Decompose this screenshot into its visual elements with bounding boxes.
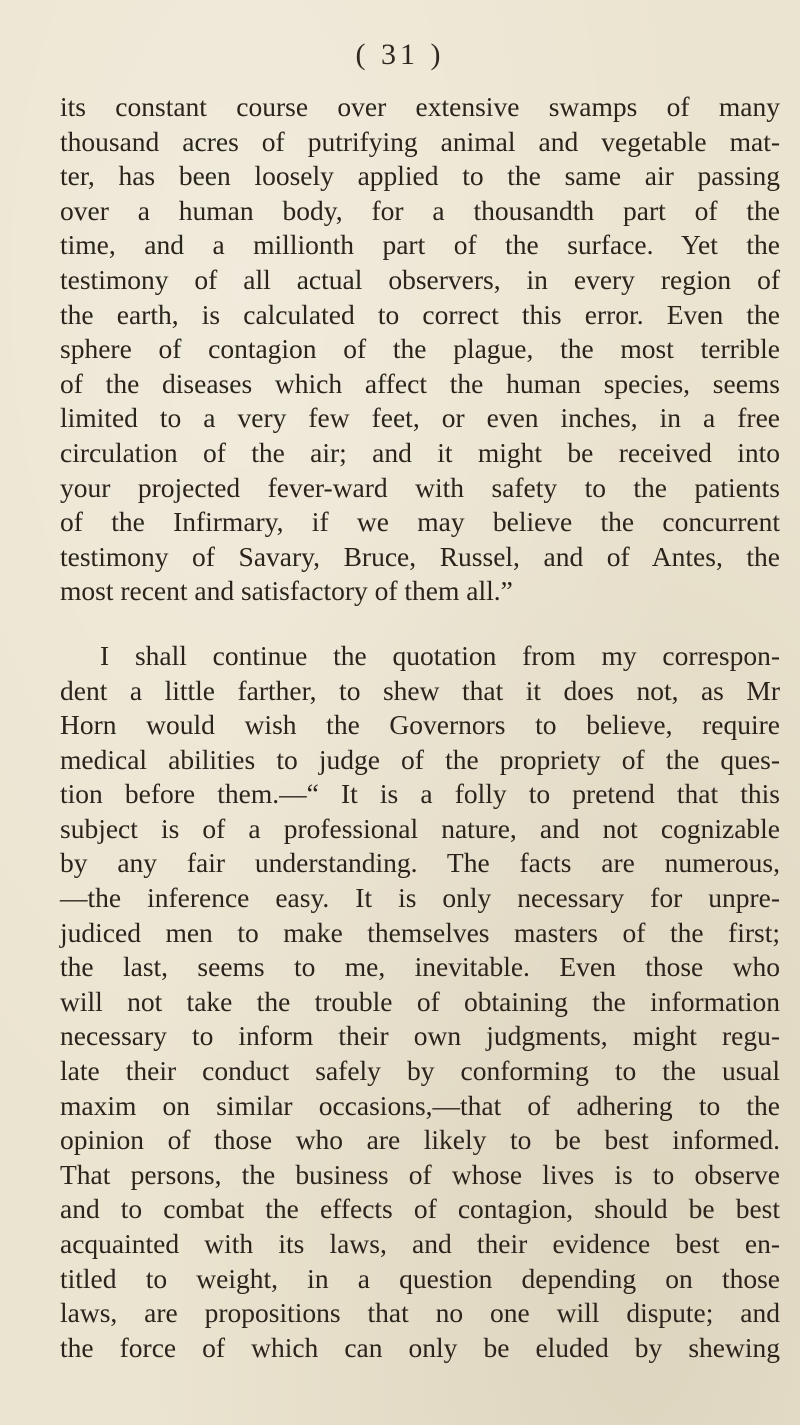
text-line: its constant course over extensive swamps of many [60, 91, 780, 122]
text-line: limited to a very few feet, or even inches, in a free [60, 402, 780, 434]
text-line: circulation of the air; and it might be received into [60, 436, 780, 468]
text-line: dent a little farther, to shew that it does not, as Mr [60, 674, 780, 706]
text-line: the force of which can only be eluded by shewing [60, 1331, 780, 1363]
text-line: —the inference easy. It is only necessary for unpre- [60, 882, 780, 914]
text-line: most recent and satisfactory of them all.” [60, 575, 513, 607]
text-line: late their conduct safely by conforming to the usual [60, 1055, 780, 1087]
page-number: ( 31 ) [355, 38, 445, 71]
text-line: titled to weight, in a question depending on those [60, 1262, 780, 1294]
text-line: Horn would wish the Governors to believe, require [60, 709, 780, 741]
text-line: tion before them.—“ It is a folly to pretend that this [60, 778, 780, 810]
text-line: subject is of a professional nature, and not cognizable [60, 812, 780, 844]
text-line: time, and a millionth part of the surface. Yet the [60, 229, 780, 261]
text-line: medical abilities to judge of the propriety of the ques- [60, 743, 780, 775]
text-line: necessary to inform their own judgments, might regu- [60, 1020, 780, 1052]
text-line: and to combat the effects of contagion, should be best [60, 1193, 780, 1225]
text-line: your projected fever-ward with safety to the patients [60, 471, 780, 503]
text-line: laws, are propositions that no one will dispute; and [60, 1297, 780, 1329]
paragraph-1 [60, 90, 780, 609]
text-line: testimony of Savary, Bruce, Russel, and of Antes, the [60, 540, 780, 572]
text-line: That persons, the business of whose lives is to observe [60, 1158, 780, 1190]
text-line: the last, seems to me, inevitable. Even those who [60, 951, 780, 983]
text-line: of the Infirmary, if we may believe the concurrent [60, 506, 780, 538]
body-text [60, 90, 780, 1365]
text-line: sphere of contagion of the plague, the most terrible [60, 333, 780, 365]
text-line: I shall continue the quotation from my correspon- [100, 639, 780, 671]
text-line: the earth, is calculated to correct this error. Even the [60, 298, 780, 330]
paragraph-gap [60, 609, 780, 639]
text-line: by any fair understanding. The facts are numerous, [60, 847, 780, 879]
text-line: over a human body, for a thousandth part of the [60, 194, 780, 226]
text-line: maxim on similar occasions,—that of adhering to the [60, 1089, 780, 1121]
text-line: testimony of all actual observers, in every region of [60, 263, 780, 295]
paragraph-2 [60, 639, 780, 1365]
text-line: judiced men to make themselves masters of the first; [60, 916, 780, 948]
text-line: will not take the trouble of obtaining the information [60, 985, 780, 1017]
text-line: opinion of those who are likely to be best informed. [60, 1124, 780, 1156]
text-line: thousand acres of putrifying animal and vegetable mat- [60, 125, 780, 157]
text-line: of the diseases which affect the human species, seems [60, 367, 780, 399]
text-line: acquainted with its laws, and their evidence best en- [60, 1228, 780, 1259]
text-line: ter, has been loosely applied to the same air passing [60, 160, 780, 192]
